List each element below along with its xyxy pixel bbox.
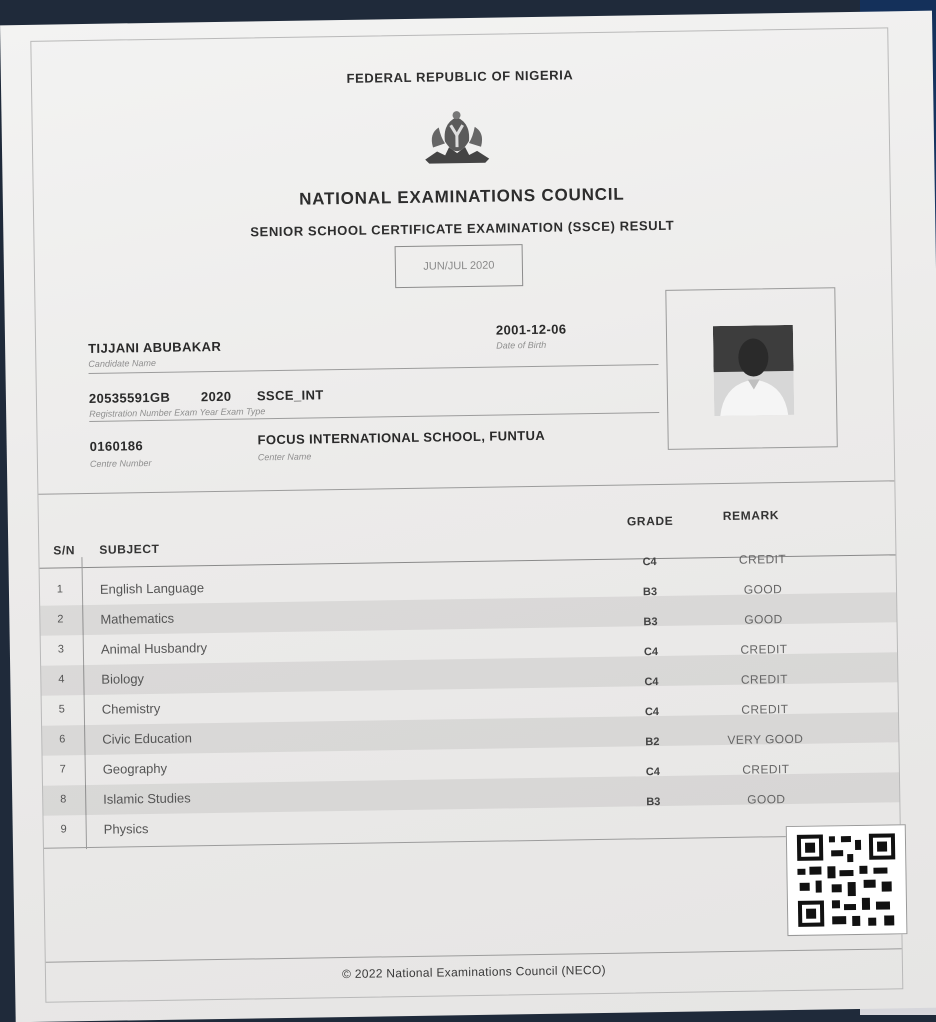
exam-year: 2020 (200, 388, 232, 405)
result-sheet (0, 11, 936, 1022)
row-grade: C4 (642, 556, 657, 569)
row-subject: Civic Education (102, 730, 193, 747)
council-name: NATIONAL EXAMINATIONS COUNCIL (298, 184, 625, 209)
row-grade: C4 (643, 646, 659, 659)
exam-session-box: JUN/JUL 2020 (395, 244, 524, 288)
centre-number-caption: Centre Number (89, 457, 152, 469)
row-remark: GOOD (743, 582, 783, 597)
date-of-birth: 2001-12-06 (495, 321, 567, 338)
candidate-name-caption: Candidate Name (88, 357, 157, 369)
photo-frame (665, 287, 837, 450)
divider-line (89, 364, 659, 374)
row-sn: 9 (60, 823, 67, 836)
column-header-grade: GRADE (626, 513, 674, 529)
row-sn: 1 (56, 583, 64, 596)
row-sn: 7 (59, 763, 66, 776)
row-subject: Chemistry (101, 700, 161, 717)
row-grade: B3 (646, 796, 661, 809)
centre-name-caption: Center Name (257, 451, 312, 463)
result-frame (30, 27, 903, 1002)
registration-number: 20535591GB (88, 389, 171, 406)
row-remark: CREDIT (742, 762, 790, 777)
row-remark: CREDIT (738, 552, 787, 567)
country-heading: FEDERAL REPUBLIC OF NIGERIA (346, 67, 574, 86)
registration-caption: Registration Number Exam Year Exam Type (89, 406, 266, 419)
coat-of-arms-icon (414, 107, 499, 172)
row-grade: C4 (644, 676, 659, 689)
row-sn: 6 (59, 733, 66, 746)
date-of-birth-caption: Date of Birth (496, 339, 547, 351)
results-table (39, 504, 900, 837)
row-subject: Islamic Studies (103, 790, 191, 807)
exam-title: SENIOR SCHOOL CERTIFICATE EXAMINATION (SSCE) RESULT (250, 217, 675, 240)
centre-name: FOCUS INTERNATIONAL SCHOOL, FUNTUA (257, 427, 546, 448)
row-remark: CREDIT (741, 702, 789, 717)
candidate-name: TIJJANI ABUBAKAR (88, 338, 222, 356)
column-header-remark: REMARK (722, 508, 780, 524)
row-subject: Mathematics (100, 610, 175, 627)
row-grade: C4 (645, 766, 660, 779)
row-remark: VERY GOOD (727, 731, 804, 747)
row-remark: GOOD (744, 612, 783, 627)
row-remark: GOOD (747, 792, 786, 807)
row-sn: 5 (58, 703, 65, 716)
row-subject: Physics (103, 821, 149, 837)
row-subject: Animal Husbandry (100, 640, 208, 657)
row-subject: Biology (101, 671, 145, 687)
row-grade: B2 (645, 736, 660, 749)
row-subject: Geography (102, 760, 168, 777)
row-grade: B3 (643, 616, 658, 629)
row-sn: 4 (58, 673, 65, 686)
centre-number: 0160186 (89, 438, 144, 454)
row-remark: CREDIT (740, 642, 788, 657)
row-grade: C4 (644, 706, 660, 719)
divider-line (38, 480, 894, 494)
row-remark: CREDIT (740, 672, 789, 687)
footer-copyright: © 2022 National Examinations Council (NECO) (341, 962, 607, 982)
qr-code-icon (786, 824, 908, 936)
column-header-sn: S/N (53, 543, 76, 558)
row-grade: B3 (642, 586, 658, 599)
row-sn: 2 (57, 613, 64, 626)
exam-type: SSCE_INT (256, 387, 324, 404)
row-subject: English Language (99, 580, 205, 597)
candidate-photo (713, 325, 794, 416)
row-sn: 3 (57, 643, 65, 656)
row-sn: 8 (60, 793, 67, 806)
column-header-subject: SUBJECT (99, 541, 160, 557)
